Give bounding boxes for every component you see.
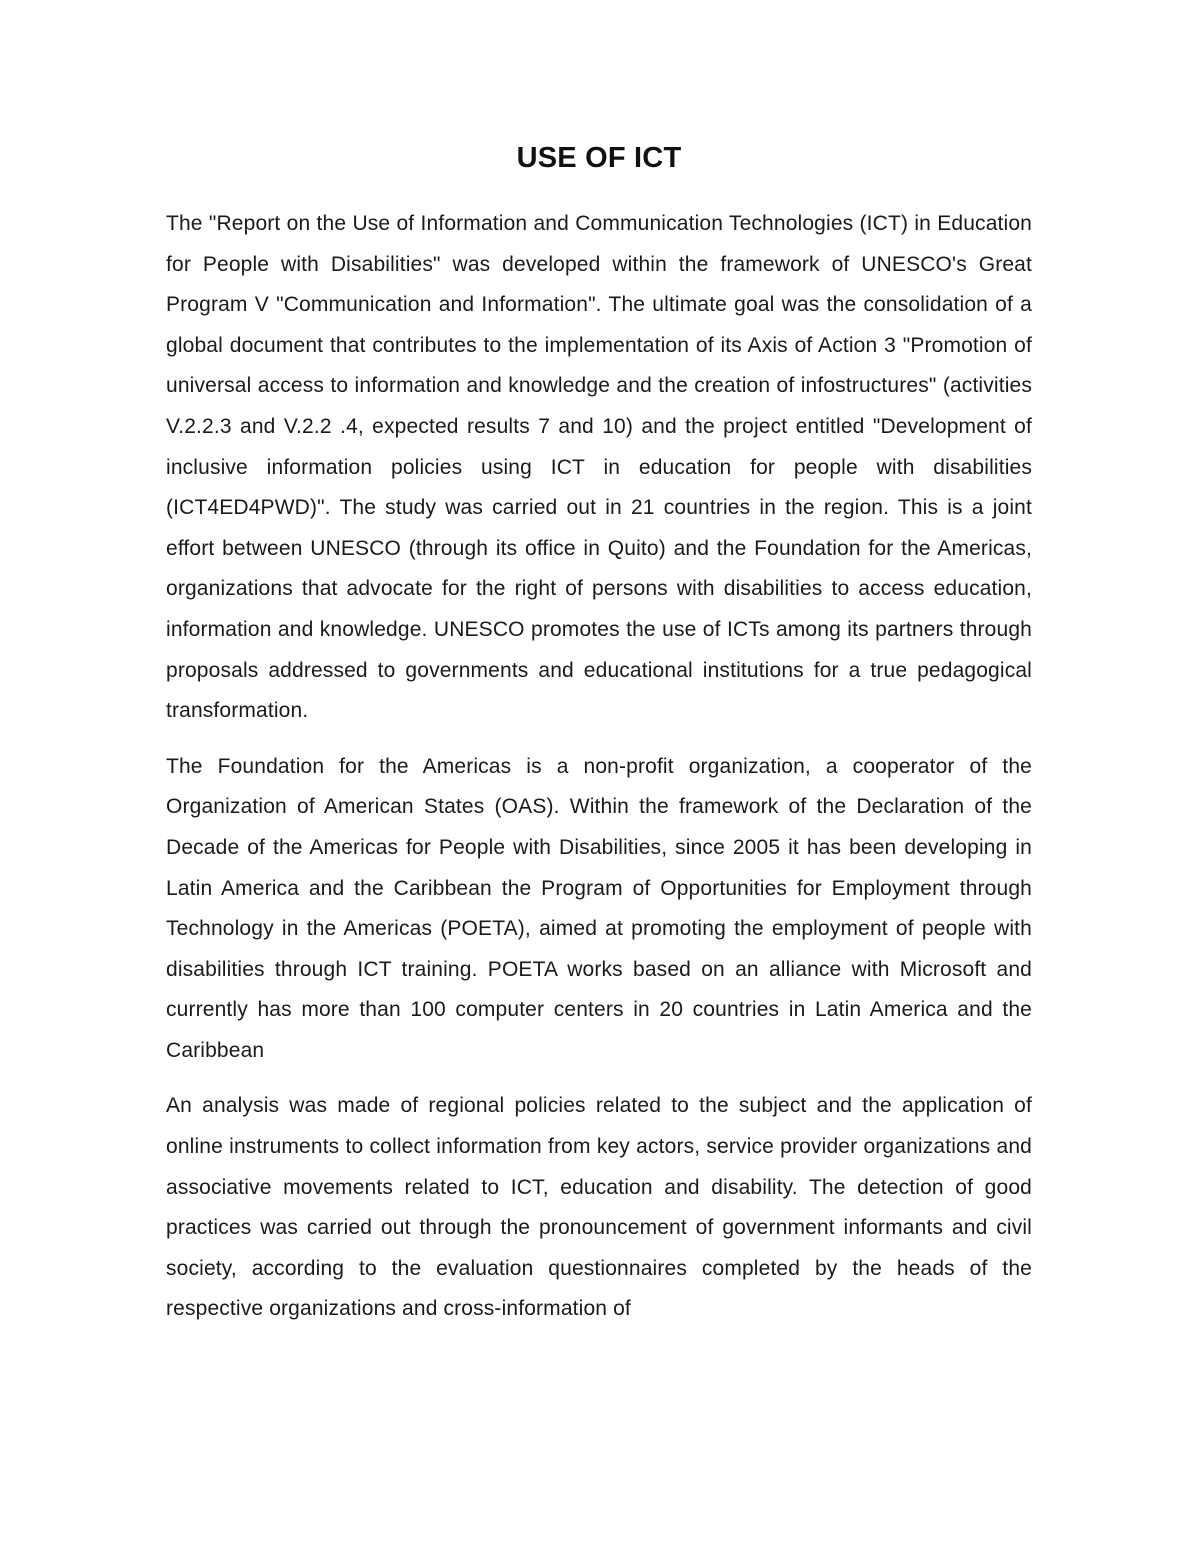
paragraph-analysis-method: An analysis was made of regional policies related to the subject and the application of online instruments to collect information from key actors, service provider organizations and associative movements related to ICT, education and disability. The detection of good practices was carried out through the pronouncement of government informants and civil society, according to the evaluation questionnaires completed by the heads of the respective organizations and cross-information of [166,1094,1032,1321]
document-body [166,138,1032,1345]
paragraph-report-overview: The "Report on the Use of Information and Communication Technologies (ICT) in Education for People with Disabilities" was developed within the framework of UNESCO's Great Program V "Communication and Information". The ultimate goal was the consolidation of a global document that contributes to the implementation of its Axis of Action 3 "Promotion of universal access to information and knowledge and the creation of infostructures" (activities V.2.2.3 and V.2.2 .4, expected results 7 and 10) and the project entitled "Development of inclusive information policies using ICT in education for people with disabilities (ICT4ED4PWD)". The study was carried out in 21 countries in the region. This is a joint effort between UNESCO (through its office in Quito) and the Foundation for the Americas, organizations that advocate for the right of persons with disabilities to access education, information and knowledge. UNESCO promotes the use of ICTs among its partners through proposals addressed to governments and educational institutions for a true pedagogical transformation. [166,212,1032,723]
document-title: USE OF ICT [516,142,682,174]
paragraph-foundation-americas: The Foundation for the Americas is a non-profit organization, a cooperator of the Organization of American States (OAS). Within the framework of the Declaration of the Decade of the Americas for People with Disabilities, since 2005 it has been developing in Latin America and the Caribbean the Program of Opportunities for Employment through Technology in the Americas (POETA), aimed at promoting the employment of people with disabilities through ICT training. POETA works based on an alliance with Microsoft and currently has more than 100 computer centers in 20 countries in Latin America and the Caribbean [166,754,1032,1062]
